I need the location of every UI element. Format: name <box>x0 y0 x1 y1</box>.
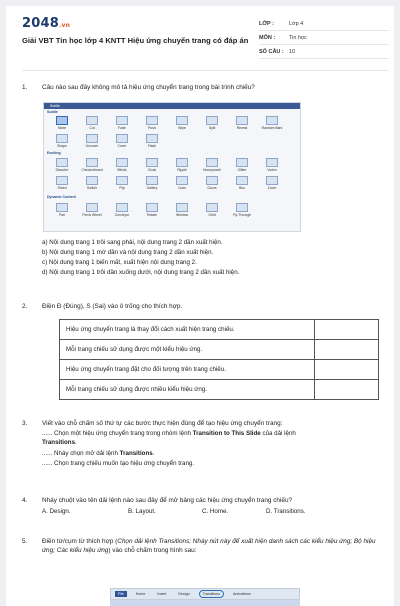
gallery-tabbar <box>44 103 300 109</box>
group-label-exciting: Exciting <box>47 151 61 155</box>
effect-orbit-icon: Orbit <box>197 202 227 219</box>
effect-checkerboard-icon: Checkerboard <box>77 157 107 174</box>
ribbon-tab-design: Design <box>178 592 190 596</box>
effect-doors-icon: Doors <box>197 175 227 192</box>
logo-text: 2048 <box>22 16 59 31</box>
effect-zoom-icon: Zoom <box>257 175 287 192</box>
document-page <box>6 6 394 606</box>
icon-row-4 <box>47 175 287 192</box>
effect-cube-icon: Cube <box>167 175 197 192</box>
effect-flip-icon: Flip <box>107 175 137 192</box>
icon-row-3 <box>47 157 287 174</box>
site-logo[interactable] <box>22 16 70 31</box>
table-row <box>60 320 379 340</box>
effect-conveyor-icon: Conveyor <box>107 202 137 219</box>
effect-pan-icon: Pan <box>47 202 77 219</box>
question-number: 5. <box>22 538 28 545</box>
answer-cell[interactable] <box>315 380 379 400</box>
ribbon-tab-home: Home <box>135 592 146 596</box>
statement-cell: Mỗi trang chiếu sử dụng được một kiểu hiệu ứng. <box>60 340 315 360</box>
effect-dissolve-icon: Dissolve <box>47 157 77 174</box>
question-5 <box>22 537 388 557</box>
effect-vortex-icon: Vortex <box>257 157 287 174</box>
meta-row-subject <box>259 31 389 45</box>
icon-row-1 <box>47 115 287 132</box>
meta-row-class <box>259 17 389 31</box>
effect-window-icon: Window <box>167 202 197 219</box>
table-row <box>60 360 379 380</box>
true-false-table <box>59 319 379 400</box>
effect-shape-icon: Shape <box>47 133 77 150</box>
table-row <box>60 380 379 400</box>
effect-rotate-icon: Rotate <box>137 202 167 219</box>
logo-suffix: .vn <box>58 22 71 29</box>
icon-row-2 <box>47 133 287 150</box>
effect-blinds-icon: Blinds <box>107 157 137 174</box>
question-4 <box>22 496 388 506</box>
q1-option-b: b) Nội dung trang 1 mờ dần và nội dung trang 2 dần xuất hiện. <box>42 249 214 256</box>
group-label-dynamic: Dynamic Content <box>47 195 76 199</box>
effect-flash-icon: Flash <box>137 133 167 150</box>
meta-key: LỚP : <box>259 20 274 27</box>
question-text: Nháy chuột vào tên dải lệnh nào sau đây để mở bảng các hiệu ứng chuyển trang chiếu? <box>42 497 293 504</box>
q4-option-b: B. Layout. <box>128 508 156 515</box>
q4-option-a: A. Design. <box>42 508 71 515</box>
group-label-subtle: Subtle <box>47 110 58 114</box>
ribbon-tab-insert: Insert <box>157 592 167 596</box>
statement-cell: Mỗi trang chiếu sử dụng được nhiều kiểu hiệu ứng. <box>60 380 315 400</box>
effect-shred-icon: Shred <box>47 175 77 192</box>
document-title: Giải VBT Tin học lớp 4 KNTT Hiệu ứng chuyển trang có đáp án <box>22 36 249 45</box>
effect-switch-icon: Switch <box>77 175 107 192</box>
effect-clock-icon: Clock <box>137 157 167 174</box>
meta-key: MÔN : <box>259 34 276 41</box>
meta-key: SỐ CÂU : <box>259 48 284 55</box>
question-3 <box>22 419 388 429</box>
question-number: 1. <box>22 84 28 91</box>
effect-wipe-icon: Wipe <box>167 115 197 132</box>
question-number: 2. <box>22 303 28 310</box>
gallery-tab: Subtle <box>50 104 60 108</box>
effect-split-icon: Split <box>197 115 227 132</box>
effect-fade-icon: Fade <box>107 115 137 132</box>
answer-cell[interactable] <box>315 320 379 340</box>
q3-step-2: ...... Nháy chọn mở dải lệnh Transitions. <box>42 450 155 457</box>
question-number: 3. <box>22 420 28 427</box>
ribbon-tab-file: File <box>115 591 127 597</box>
q3-step-3: ...... Chọn trang chiếu muốn tạo hiệu ứng chuyển trang. <box>42 460 195 467</box>
q1-option-a: a) Nội dung trang 1 trôi sang phải, nội dung trang 2 dần xuất hiện. <box>42 239 223 246</box>
header-divider <box>22 70 388 71</box>
ribbon-tabbar <box>110 588 300 600</box>
effect-fly-through-icon: Fly Through <box>227 202 257 219</box>
effect-none-icon: None <box>47 115 77 132</box>
q4-option-c: C. Home. <box>202 508 229 515</box>
q1-option-c: c) Nội dung trang 1 biến mất, xuất hiện nội dung trang 2. <box>42 259 197 266</box>
meta-row-count <box>259 45 389 59</box>
question-text: Câu nào sau đây không mô tả hiệu ứng chuyển trang trong bài trình chiếu? <box>42 84 255 91</box>
q3-step-1: ...... Chọn một hiệu ứng chuyển trang trong nhóm lệnh Transition to This Slide của dải lệnh Transitions. <box>42 430 296 446</box>
meta-value: 10 <box>289 48 296 55</box>
question-text: Điền từ/cụm từ thích hợp (Chọn dải lệnh Transitions; Nháy nút này để xuất hiện danh sách các kiểu hiệu ứng; Bộ hiệu ứng; Các kiểu hiệu ứng) vào chỗ chấm trong hình sau: <box>42 538 376 554</box>
ribbon-tab-transitions: Transitions <box>199 590 224 598</box>
question-1 <box>22 83 388 93</box>
ribbon-tab-animations: Animations <box>233 592 251 596</box>
effect-ripple-icon: Ripple <box>167 157 197 174</box>
meta-panel <box>259 17 389 59</box>
ribbon-strip <box>110 600 300 606</box>
effect-push-icon: Push <box>137 115 167 132</box>
question-text: Viết vào chỗ chấm số thứ tự các bước thực hiện đúng để tạo hiệu ứng chuyển trang: <box>42 420 283 427</box>
effect-honeycomb-icon: Honeycomb <box>197 157 227 174</box>
effect-reveal-icon: Reveal <box>227 115 257 132</box>
icon-row-5 <box>47 202 287 219</box>
effect-box-icon: Box <box>227 175 257 192</box>
question-number: 4. <box>22 497 28 504</box>
answer-cell[interactable] <box>315 340 379 360</box>
effect-ferris-wheel-icon: Ferris Wheel <box>77 202 107 219</box>
answer-cell[interactable] <box>315 360 379 380</box>
transition-gallery-screenshot <box>43 102 301 232</box>
q4-option-d: D. Transitions. <box>266 508 306 515</box>
effect-cut-icon: Cut <box>77 115 107 132</box>
effect-uncover-icon: Uncover <box>77 133 107 150</box>
effect-glitter-icon: Glitter <box>227 157 257 174</box>
q1-option-d: d) Nội dung trang 1 trôi dần xuống dưới, nội dung trang 2 dần xuất hiện. <box>42 269 240 276</box>
table-row <box>60 340 379 360</box>
effect-gallery-icon: Gallery <box>137 175 167 192</box>
effect-cover-icon: Cover <box>107 133 137 150</box>
question-2 <box>22 302 388 312</box>
meta-value: Tin học <box>289 34 307 41</box>
effect-random-bars-icon: Random Bars <box>257 115 287 132</box>
question-text: Điền Đ (Đúng), S (Sai) vào ô trống cho thích hợp. <box>42 303 183 310</box>
meta-value: Lớp 4 <box>289 20 304 27</box>
statement-cell: Hiệu ứng chuyển trang là thay đổi cách xuất hiện trang chiếu. <box>60 320 315 340</box>
statement-cell: Hiệu ứng chuyển trang đặt cho đối tượng trên trang chiếu. <box>60 360 315 380</box>
